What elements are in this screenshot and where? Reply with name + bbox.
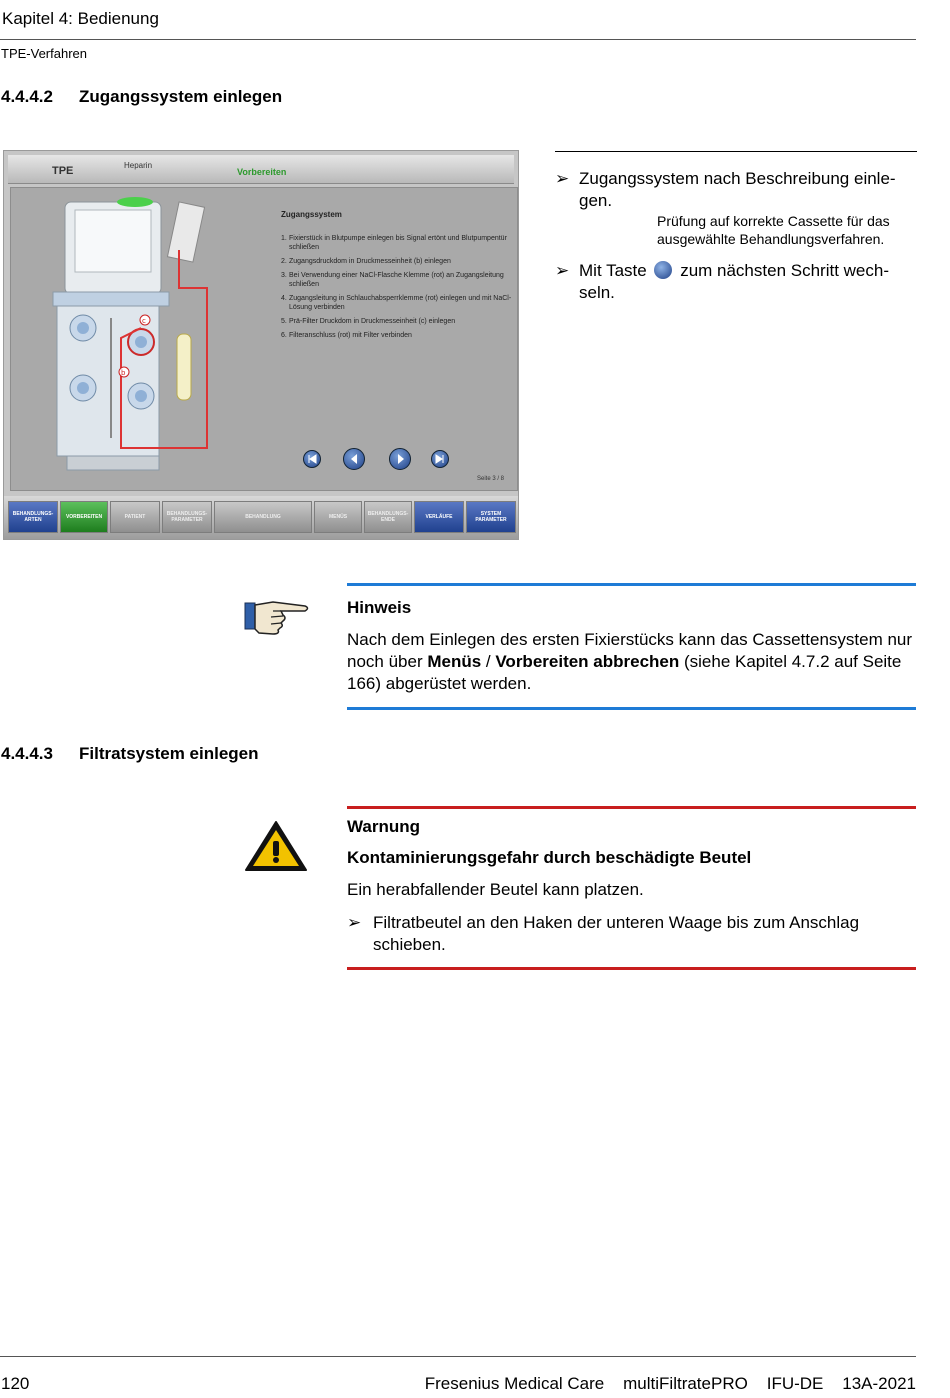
previous-step-button[interactable] — [343, 448, 365, 470]
arrow-bullet-icon: ➢ — [555, 261, 570, 280]
section-heading-1 — [1, 87, 282, 107]
hint-bottom-rule — [347, 707, 916, 710]
section-title: Filtratsystem einlegen — [79, 744, 259, 763]
header-divider — [0, 39, 916, 40]
tab-menus[interactable]: MENÜS — [314, 501, 362, 533]
instruction-step: 5. Prä-Filter Druckdom in Druckmesseinheit (c) einlegen — [281, 318, 456, 325]
pointing-hand-icon — [243, 597, 313, 639]
arrow-bullet-icon: ➢ — [555, 169, 570, 188]
instruction-title: Zugangssystem — [281, 210, 342, 219]
arrow-bullet-icon: ➢ — [347, 913, 362, 932]
warning-title: Warnung — [347, 817, 421, 836]
tab-trends[interactable]: VERLÄUFE — [414, 501, 464, 533]
machine-illustration — [11, 188, 273, 488]
section-header: TPE-Verfahren — [1, 46, 87, 61]
last-step-button[interactable] — [431, 450, 449, 468]
phase-label: Vorbereiten — [237, 167, 287, 177]
marker-c: c — [142, 317, 146, 325]
tab-treatment-parameters[interactable]: BEHANDLUNGS- PARAMETER — [162, 501, 212, 533]
hint-top-rule — [347, 583, 916, 586]
instruction-divider — [555, 151, 917, 152]
warning-triangle-icon — [243, 819, 309, 873]
instruction-steps — [281, 234, 513, 345]
section-heading-2 — [1, 744, 259, 764]
hint-title: Hinweis — [347, 598, 412, 617]
tab-treatment-end[interactable]: BEHANDLUNGS- ENDE — [364, 501, 412, 533]
footer-publisher: Fresenius Medical Care multiFiltratePRO IFU-DE 13A-2021 — [424, 1374, 916, 1393]
warning-action: ➢ Filtratbeutel an den Haken der unteren Waage bis zum Anschlag schieben. — [347, 913, 860, 954]
instruction-step: 4. Zugangsleitung in Schlauchabsperrklemme (rot) einlegen und mit NaCl-Lösung verbinden — [281, 295, 512, 311]
tab-treatment-types[interactable]: BEHANDLUNGS- ARTEN — [8, 501, 58, 533]
warning-bottom-rule — [347, 967, 916, 970]
instruction-step: 2. Zugangsdruckdom in Druckmesseinheit (b) einlegen — [281, 258, 451, 265]
treatment-mode: TPE — [52, 165, 74, 177]
instruction-step: 6. Filteranschluss (rot) mit Filter verbinden — [281, 332, 412, 339]
first-step-button[interactable] — [303, 450, 321, 468]
device-screenshot — [3, 150, 519, 540]
skip-first-icon — [304, 451, 320, 467]
next-step-button[interactable] — [389, 448, 411, 470]
next-button-icon — [654, 261, 672, 279]
section-number: 4.4.4.3 — [1, 744, 53, 763]
instruction-step-1: ➢ Zugangssystem nach Beschreibung einle-gen. — [555, 169, 896, 210]
instruction-step-2: ➢ Mit Taste zum nächsten Schritt wech-seln. — [555, 261, 889, 302]
footer-divider — [0, 1356, 916, 1357]
tab-system-parameters[interactable]: SYSTEM PARAMETER — [466, 501, 516, 533]
warning-text: Ein herabfallender Beutel kann platzen. — [347, 880, 644, 899]
tab-prepare[interactable]: VORBEREITEN — [60, 501, 108, 533]
device-title-bar — [8, 155, 514, 184]
tab-patient[interactable]: PATIENT — [110, 501, 160, 533]
instruction-step: 3. Bei Verwendung einer NaCl-Flasche Klemme (rot) an Zugangsleitung schließen — [281, 272, 504, 288]
arrow-left-icon — [344, 449, 364, 469]
warning-subtitle: Kontaminierungsgefahr durch beschädigte Beutel — [347, 848, 752, 867]
section-number: 4.4.4.2 — [1, 87, 53, 106]
skip-last-icon — [432, 451, 448, 467]
instruction-column — [555, 151, 917, 304]
anticoagulation-label: Heparin — [124, 161, 153, 170]
hint-text: Nach dem Einlegen des ersten Fixierstücks kann das Cassettensystem nur noch über Menüs / Vorbereiten abbrechen (siehe Kapitel 4.7.2 auf Seite 166) abgerüstet werden. — [347, 630, 913, 693]
page-indicator: Seite 3 / 8 — [477, 476, 505, 482]
device-panel — [10, 187, 518, 491]
warning-top-rule — [347, 806, 916, 809]
arrow-right-icon — [390, 449, 410, 469]
hint-box — [347, 583, 916, 710]
chapter-header: Kapitel 4: Bedienung — [2, 9, 159, 28]
section-title: Zugangssystem einlegen — [79, 87, 283, 106]
instruction-note: Prüfung auf korrekte Cassette für das ausgewählte Behandlungsverfahren. — [657, 213, 890, 247]
device-tab-bar — [4, 496, 518, 539]
instruction-step: 1. Fixierstück in Blutpumpe einlegen bis Signal ertönt und Blutpumpentür schließen — [281, 235, 507, 251]
tab-treatment[interactable]: BEHANDLUNG — [214, 501, 312, 533]
page-number: 120 — [1, 1374, 30, 1393]
warning-box — [347, 806, 916, 970]
marker-b: b — [121, 369, 126, 377]
